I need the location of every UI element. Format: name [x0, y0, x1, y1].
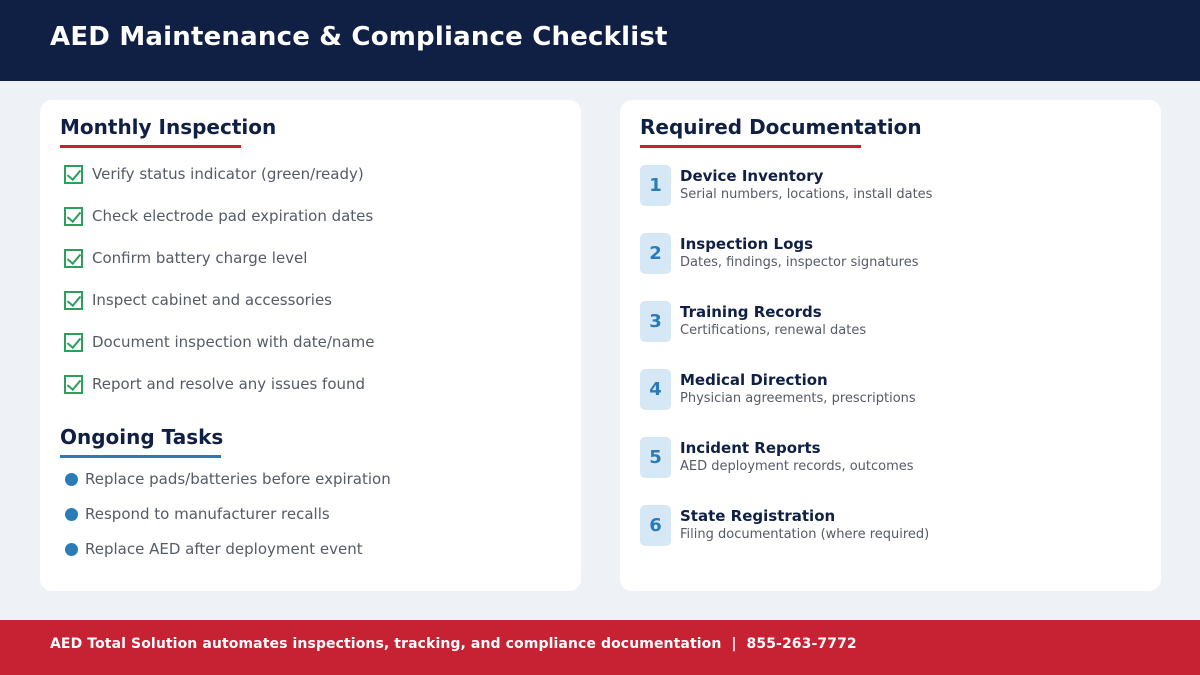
task-item-label: Replace AED after deployment event [85, 540, 363, 558]
task-item-label: Replace pads/batteries before expiration [85, 470, 391, 488]
checkbox-checked-icon[interactable] [64, 333, 83, 352]
bullet-dot-icon [65, 543, 78, 556]
page-title: AED Maintenance & Compliance Checklist [50, 22, 668, 52]
doc-item [640, 301, 866, 343]
doc-item [640, 233, 919, 275]
doc-item [640, 369, 916, 411]
heading-underline [60, 145, 241, 148]
task-item [65, 468, 391, 490]
doc-item-description: Certifications, renewal dates [680, 323, 867, 338]
checklist-item[interactable] [64, 372, 365, 396]
checklist-item-label: Check electrode pad expiration dates [92, 207, 374, 225]
number-badge: 6 [640, 505, 671, 546]
number-badge: 2 [640, 233, 671, 274]
task-item [65, 538, 363, 560]
checklist-item[interactable] [64, 330, 374, 354]
checkbox-checked-icon[interactable] [64, 249, 83, 268]
task-item-label: Respond to manufacturer recalls [85, 505, 330, 523]
checklist-item-label: Confirm battery charge level [92, 249, 308, 267]
doc-item-description: Filing documentation (where required) [680, 527, 930, 542]
doc-item-description: Dates, findings, inspector signatures [680, 255, 919, 270]
doc-item-description: Physician agreements, prescriptions [680, 391, 916, 406]
checkbox-checked-icon[interactable] [64, 291, 83, 310]
checklist-item[interactable] [64, 246, 307, 270]
checkbox-checked-icon[interactable] [64, 375, 83, 394]
checklist-item-label: Inspect cabinet and accessories [92, 291, 332, 309]
monthly-inspection-heading: Monthly Inspection [60, 115, 277, 139]
doc-item-title: State Registration [680, 507, 836, 525]
checklist-item[interactable] [64, 204, 373, 228]
footer-text: AED Total Solution automates inspections, tracking, and compliance documentation | 855-263-7772 [50, 636, 857, 652]
task-item [65, 503, 330, 525]
checklist-item-label: Document inspection with date/name [92, 333, 375, 351]
doc-item-title: Inspection Logs [680, 235, 814, 253]
number-badge: 4 [640, 369, 671, 410]
checklist-item-label: Verify status indicator (green/ready) [92, 165, 364, 183]
number-badge: 3 [640, 301, 671, 342]
number-badge: 5 [640, 437, 671, 478]
doc-item [640, 505, 929, 547]
doc-item [640, 165, 932, 207]
documentation-card [620, 100, 1161, 591]
heading-underline [640, 145, 861, 148]
doc-item-title: Training Records [680, 303, 822, 321]
doc-item-description: Serial numbers, locations, install dates [680, 187, 933, 202]
checklist-card [40, 100, 581, 591]
footer-banner [0, 620, 1200, 675]
heading-underline [60, 455, 221, 458]
checklist-item[interactable] [64, 162, 364, 186]
ongoing-tasks-heading: Ongoing Tasks [60, 425, 224, 449]
doc-item-title: Device Inventory [680, 167, 824, 185]
required-documentation-heading: Required Documentation [640, 115, 922, 139]
doc-item-description: AED deployment records, outcomes [680, 459, 914, 474]
doc-item-title: Incident Reports [680, 439, 821, 457]
checklist-item[interactable] [64, 288, 332, 312]
page-header [0, 0, 1200, 81]
doc-item-title: Medical Direction [680, 371, 828, 389]
number-badge: 1 [640, 165, 671, 206]
bullet-dot-icon [65, 473, 78, 486]
checkbox-checked-icon[interactable] [64, 165, 83, 184]
bullet-dot-icon [65, 508, 78, 521]
doc-item [640, 437, 914, 479]
checkbox-checked-icon[interactable] [64, 207, 83, 226]
checklist-item-label: Report and resolve any issues found [92, 375, 366, 393]
